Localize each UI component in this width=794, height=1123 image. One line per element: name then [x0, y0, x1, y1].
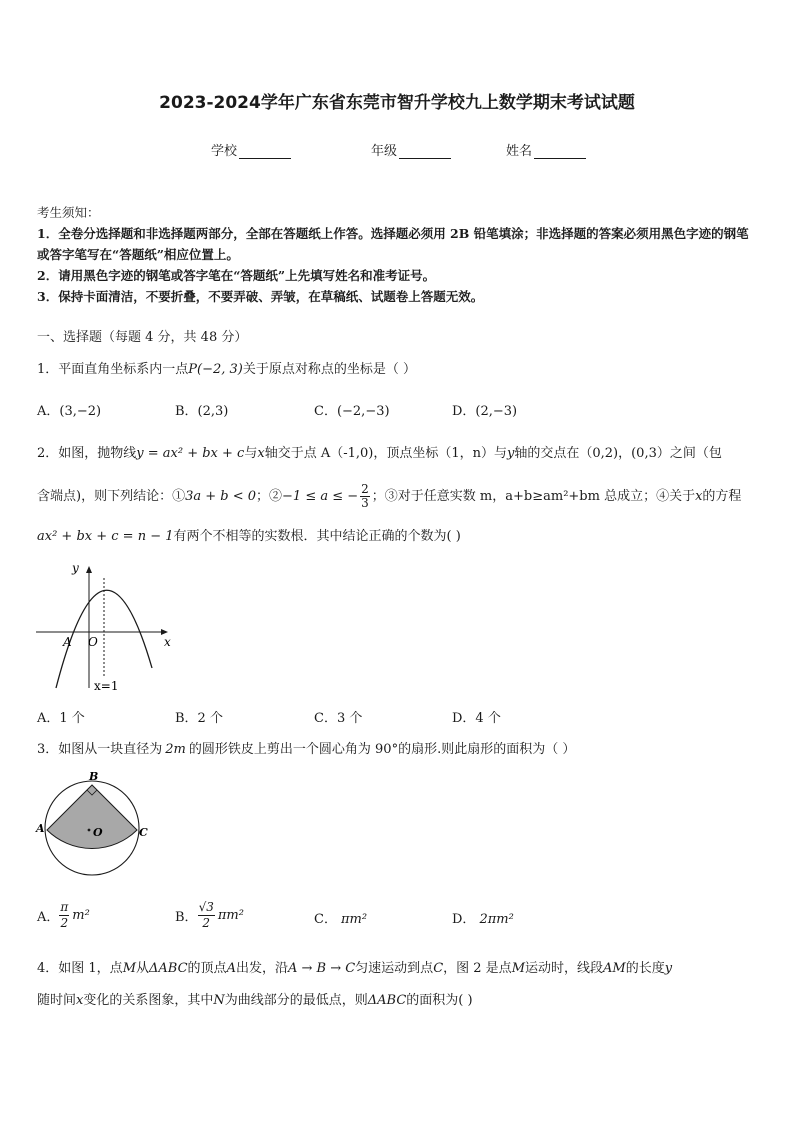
q4-triangle: ΔABC	[367, 993, 407, 1008]
question-2-line-1	[37, 442, 722, 461]
q2-fraction	[360, 483, 370, 510]
q4-point-a: A	[226, 961, 236, 976]
fig-label-a: A	[63, 635, 72, 649]
q2-text: 含端点)，则下列结论：①	[37, 489, 186, 504]
q4-text: 出发，沿	[235, 961, 288, 976]
school-blank[interactable]	[239, 145, 291, 159]
q2-equation: ax² + bx + c = n − 1	[37, 529, 174, 544]
grade-field	[371, 140, 451, 159]
q2-parabola-eq: y = ax² + bx + c	[136, 446, 245, 461]
q2-text: 与	[244, 446, 258, 461]
q3-option-a[interactable]	[37, 900, 90, 931]
school-field	[211, 140, 291, 159]
name-label: 姓名	[506, 144, 533, 159]
name-field	[506, 140, 586, 159]
q4-point-c: C	[433, 961, 444, 976]
school-label: 学校	[211, 144, 238, 159]
q1-text-pre: 1．平面直角坐标系内一点	[37, 362, 189, 377]
q4-triangle: ΔABC	[149, 961, 188, 976]
q4-point-n: N	[213, 993, 225, 1008]
question-2-line-3	[37, 525, 461, 544]
q2-text: 轴交于点 A（-1,0)，顶点坐标（1，n）与	[264, 446, 507, 461]
q3-option-d[interactable]	[452, 908, 514, 927]
q2-text: 2．如图，抛物线	[37, 446, 137, 461]
q4-var-x: x	[76, 993, 84, 1008]
fig-label-b: B	[89, 770, 99, 783]
notes-heading: 考生须知：	[37, 205, 100, 220]
fig-label-o: O	[88, 635, 98, 649]
q4-text: 的顶点	[187, 961, 227, 976]
q4-text: 从	[136, 961, 150, 976]
q3-diameter: 2m	[165, 742, 186, 757]
q2-option-a[interactable]: A．1 个	[37, 711, 85, 726]
q3-option-c-label: C．	[314, 912, 337, 927]
y-axis-arrow	[86, 566, 92, 573]
q3-option-d-value: 2πm²	[479, 912, 514, 927]
q4-point-m: M	[511, 961, 525, 976]
page-title: 2023-2024学年广东省东莞市智升学校九上数学期末考试试题	[159, 93, 635, 113]
q1-option-a[interactable]: A．(3,−2)	[37, 404, 102, 419]
fig-label-a: A	[36, 822, 45, 835]
q3-option-d-label: D．	[452, 912, 476, 927]
q2-var-y: y	[507, 446, 515, 461]
q3-option-b-fraction	[198, 900, 215, 931]
q4-text: ，图 2 是点	[443, 961, 512, 976]
q3-text: 的圆形铁皮上剪出一个圆心角为 90°的扇形.则此扇形的面积为（ ）	[188, 742, 576, 757]
fig-label-c: C	[139, 826, 148, 839]
q1-option-c[interactable]: C．(−2,−3)	[314, 404, 390, 419]
q2-option-d[interactable]: D．4 个	[452, 711, 501, 726]
q3-sector-figure	[34, 768, 154, 878]
fig-label-axis: x=1	[94, 679, 119, 693]
q2-option-b[interactable]: B．2 个	[175, 711, 223, 726]
q4-text: 的面积为( )	[406, 993, 473, 1008]
grade-label: 年级	[371, 144, 398, 159]
q3-option-b-num: √3	[198, 900, 214, 914]
question-1	[37, 358, 416, 377]
q4-path: A → B → C	[287, 961, 356, 976]
q4-text: 的长度	[625, 961, 665, 976]
q2-var-x: x	[257, 446, 265, 461]
question-2-line-2	[37, 483, 741, 510]
fig-label-y: y	[72, 561, 79, 575]
center-dot	[88, 829, 91, 832]
note-item-2: 2．请用黑色字迹的钢笔或答字笔在“答题纸”上先填写姓名和准考证号。	[37, 268, 436, 283]
note-item-3: 3．保持卡面清洁，不要折叠，不要弄破、弄皱，在草稿纸、试题卷上答题无效。	[37, 289, 484, 304]
q3-option-a-unit: m²	[72, 908, 90, 923]
q2-var-x: x	[695, 489, 703, 504]
question-3	[37, 738, 575, 757]
q3-option-a-label: A．	[37, 910, 60, 925]
q4-text: 4．如图 1，点	[37, 961, 123, 976]
question-4-line-2	[37, 989, 473, 1008]
q4-text: 为曲线部分的最低点，则	[224, 993, 368, 1008]
q1-text-post: 关于原点对称点的坐标是（ ）	[242, 362, 417, 377]
q3-option-a-fraction	[59, 900, 69, 931]
question-4-line-1	[37, 957, 672, 976]
q2-frac-den: 3	[361, 496, 369, 510]
q2-conclusion-2: −1 ≤ a ≤ −	[282, 489, 359, 504]
q1-option-b[interactable]: B．(2,3)	[175, 404, 229, 419]
q3-option-b[interactable]	[175, 900, 244, 931]
q4-text: 变化的关系图象，其中	[83, 993, 214, 1008]
q4-text: 匀速运动到点	[355, 961, 434, 976]
note-item-1: 1．全卷分选择题和非选择题两部分，全部在答题纸上作答。选择题必须用 2B 铅笔填涂；非选择题的答案必须用黑色字迹的钢笔或答字笔写在“答题纸”相应位置上。	[37, 226, 749, 262]
q4-point-m: M	[122, 961, 136, 976]
q2-text: 轴的交点在（0,2)，(0,3）之间（包	[514, 446, 722, 461]
fig-label-o: O	[93, 826, 103, 839]
fig-label-x: x	[164, 635, 171, 649]
q3-option-c-value: πm²	[340, 912, 368, 927]
q1-option-d[interactable]: D．(2,−3)	[452, 404, 518, 419]
q2-text: ；③对于任意实数 m，a+b≥am²+bm 总成立；④关于	[371, 489, 696, 504]
grade-blank[interactable]	[399, 145, 451, 159]
q2-text: ；②	[256, 489, 283, 504]
name-blank[interactable]	[534, 145, 586, 159]
q3-option-b-label: B．	[175, 910, 198, 925]
q2-text: 的方程	[702, 489, 742, 504]
q1-point: P(−2, 3)	[188, 362, 243, 377]
section-heading: 一、选择题（每题 4 分，共 48 分）	[37, 330, 248, 345]
q2-conclusion-1: 3a + b < 0	[185, 489, 257, 504]
q3-option-a-num: π	[60, 900, 69, 914]
q3-option-a-den: 2	[60, 916, 69, 930]
q2-parabola-figure	[34, 558, 179, 696]
q4-var-y: y	[664, 961, 673, 976]
q4-segment-am: AM	[603, 961, 626, 976]
q3-option-b-den: 2	[202, 916, 211, 930]
q2-frac-num: 2	[361, 482, 369, 496]
q3-option-c[interactable]	[314, 908, 367, 927]
q2-option-c[interactable]: C．3 个	[314, 711, 363, 726]
q4-text: 运动时，线段	[525, 961, 604, 976]
q4-text: 随时间	[37, 993, 77, 1008]
exam-notes	[37, 202, 757, 307]
q2-text: 有两个不相等的实数根．其中结论正确的个数为( )	[173, 529, 461, 544]
q3-option-b-unit: πm²	[217, 908, 244, 923]
q3-text: 3．如图从一块直径为	[37, 742, 163, 757]
